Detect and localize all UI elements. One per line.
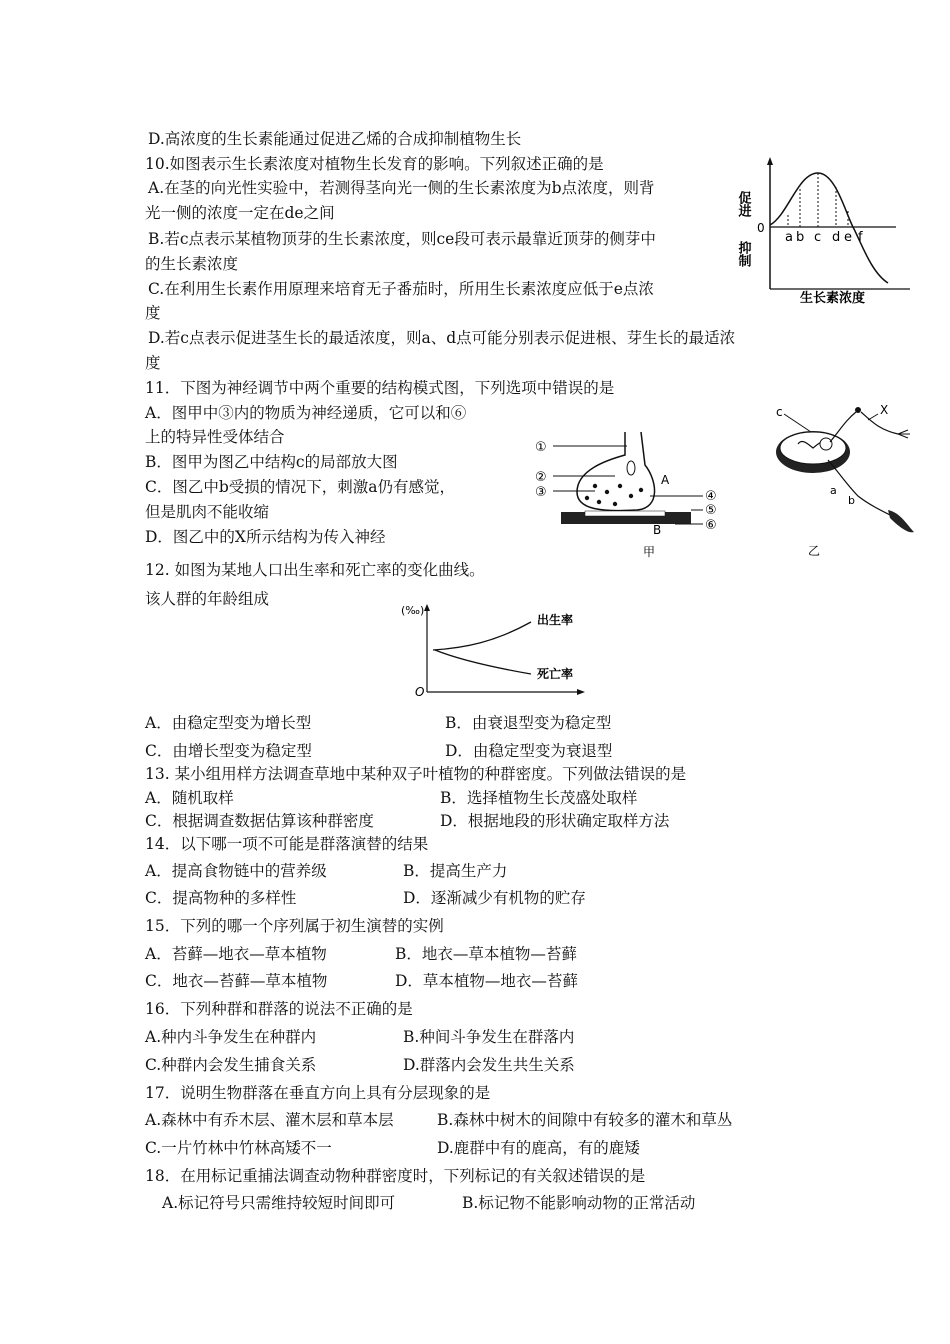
q13-stem: 13. 某小组用样方法调查草地中某种双子叶植物的种群密度。下列做法错误的是 bbox=[145, 765, 687, 783]
q17-stem: 17．说明生物群落在垂直方向上具有分层现象的是 bbox=[145, 1084, 491, 1102]
q16-option-d: D.群落内会发生共生关系 bbox=[403, 1056, 575, 1074]
q11-option-a: A．图甲中③内的物质为神经递质，它可以和⑥ bbox=[145, 404, 467, 422]
option-d-prev: D.高浓度的生长素能通过促进乙烯的合成抑制植物生长 bbox=[148, 130, 522, 148]
q10-option-a: A.在茎的向光性实验中，若测得茎向光一侧的生长素浓度为b点浓度，则背 bbox=[148, 179, 655, 197]
q13-option-d: D．根据地段的形状确定取样方法 bbox=[440, 812, 670, 830]
q16-stem: 16．下列种群和群落的说法不正确的是 bbox=[145, 1000, 413, 1018]
q12-option-c: C．由增长型变为稳定型 bbox=[145, 742, 312, 760]
death-rate-label: 死亡率 bbox=[537, 667, 574, 681]
q10-option-d-cont: 度 bbox=[145, 354, 161, 372]
point-d: d bbox=[832, 230, 841, 245]
q10-stem: 10.如图表示生长素浓度对植物生长发育的影响。下列叙述正确的是 bbox=[145, 155, 604, 173]
q11-option-c: C．图乙中b受损的情况下，刺激a仍有感觉， bbox=[145, 478, 456, 496]
point-f: f bbox=[858, 230, 863, 245]
svg-text:③: ③ bbox=[535, 485, 547, 500]
birth-death-rate-figure bbox=[395, 600, 595, 700]
q18-option-b: B.标记物不能影响动物的正常活动 bbox=[462, 1194, 696, 1212]
q17-option-a: A.森林中有乔木层、灌木层和草本层 bbox=[145, 1111, 394, 1129]
svg-text:②: ② bbox=[535, 470, 547, 485]
svg-text:⑤: ⑤ bbox=[705, 503, 717, 518]
q13-option-b: B．选择植物生长茂盛处取样 bbox=[440, 789, 638, 807]
q16-option-b: B.种间斗争发生在群落内 bbox=[403, 1028, 575, 1046]
unit-label: (‰) bbox=[401, 604, 425, 617]
q10-option-d: D.若c点表示促进茎生长的最适浓度，则a、d点可能分别表示促进根、芽生长的最适浓 bbox=[148, 329, 736, 347]
q11-option-c-cont: 但是肌肉不能收缩 bbox=[145, 503, 270, 521]
q14-option-c: C．提高物种的多样性 bbox=[145, 889, 297, 907]
origin-label: O bbox=[415, 685, 425, 699]
reflex-arc-figure-yi bbox=[768, 400, 928, 560]
q15-option-c: C．地衣—苔藓—草本植物 bbox=[145, 972, 328, 990]
auxin-curve-figure bbox=[735, 155, 915, 306]
q10-option-a-cont: 光一侧的浓度一定在de之间 bbox=[145, 204, 335, 222]
svg-text:b: b bbox=[848, 494, 855, 507]
q11-stem: 11．下图为神经调节中两个重要的结构模式图，下列选项中错误的是 bbox=[145, 379, 615, 397]
svg-text:a: a bbox=[830, 484, 837, 497]
q16-option-c: C.种群内会发生捕食关系 bbox=[145, 1056, 317, 1074]
inhibit-label: 抑制 bbox=[735, 241, 751, 267]
q18-stem: 18．在用标记重捕法调查动物种群密度时，下列标记的有关叙述错误的是 bbox=[145, 1167, 646, 1185]
q12-option-b: B．由衰退型变为稳定型 bbox=[445, 714, 612, 732]
q11-option-a-cont: 上的特异性受体结合 bbox=[145, 428, 285, 446]
point-b: b bbox=[796, 230, 805, 245]
svg-text:A: A bbox=[661, 473, 670, 487]
birth-rate-label: 出生率 bbox=[537, 613, 574, 627]
q11-option-b: B．图甲为图乙中结构c的局部放大图 bbox=[145, 453, 398, 471]
q10-option-b-cont: 的生长素浓度 bbox=[145, 255, 239, 273]
q14-stem: 14．以下哪一项不可能是群落演替的结果 bbox=[145, 835, 429, 853]
figure-jia-label: 甲 bbox=[643, 545, 656, 559]
zero-label: 0 bbox=[757, 221, 765, 235]
svg-text:①: ① bbox=[535, 440, 547, 455]
point-e: e bbox=[844, 230, 852, 245]
q10-option-c: C.在利用生长素作用原理来培育无子番茄时，所用生长素浓度应低于e点浓 bbox=[148, 280, 654, 298]
q12-stem: 12. 如图为某地人口出生率和死亡率的变化曲线。 bbox=[145, 561, 485, 579]
q14-option-d: D．逐渐减少有机物的贮存 bbox=[403, 889, 586, 907]
q12-stem-cont: 该人群的年龄组成 bbox=[145, 590, 270, 608]
q17-option-d: D.鹿群中有的鹿高，有的鹿矮 bbox=[437, 1139, 640, 1157]
q17-option-c: C.一片竹林中竹林高矮不一 bbox=[145, 1139, 332, 1157]
q16-option-a: A.种内斗争发生在种群内 bbox=[145, 1028, 317, 1046]
q17-option-b: B.森林中树木的间隙中有较多的灌木和草丛 bbox=[437, 1111, 733, 1129]
svg-text:B: B bbox=[653, 523, 662, 537]
x-axis-label: 生长素浓度 bbox=[800, 291, 866, 306]
svg-text:c: c bbox=[776, 405, 783, 419]
point-a: a bbox=[785, 230, 793, 245]
q10-option-c-cont: 度 bbox=[145, 304, 161, 322]
q12-option-a: A．由稳定型变为增长型 bbox=[145, 714, 312, 732]
q15-option-b: B．地衣—草本植物—苔藓 bbox=[395, 945, 577, 963]
q15-option-a: A．苔藓—地衣—草本植物 bbox=[145, 945, 327, 963]
q18-option-a: A.标记符号只需维持较短时间即可 bbox=[162, 1194, 396, 1212]
synapse-figure-jia bbox=[525, 420, 730, 565]
q11-option-d: D．图乙中的X所示结构为传入神经 bbox=[145, 528, 386, 546]
svg-text:⑥: ⑥ bbox=[705, 518, 717, 533]
q13-option-c: C．根据调查数据估算该种群密度 bbox=[145, 812, 374, 830]
svg-text:④: ④ bbox=[705, 489, 717, 504]
q14-option-b: B．提高生产力 bbox=[403, 862, 508, 880]
promote-label: 促进 bbox=[735, 191, 751, 217]
q13-option-a: A．随机取样 bbox=[145, 789, 234, 807]
q10-option-b: B.若c点表示某植物顶芽的生长素浓度，则ce段可表示最靠近顶芽的侧芽中 bbox=[148, 230, 656, 248]
figure-yi-label: 乙 bbox=[808, 544, 821, 558]
q15-option-d: D．草本植物—地衣—苔藓 bbox=[395, 972, 578, 990]
q15-stem: 15．下列的哪一个序列属于初生演替的实例 bbox=[145, 917, 444, 935]
q14-option-a: A．提高食物链中的营养级 bbox=[145, 862, 327, 880]
q12-option-d: D．由稳定型变为衰退型 bbox=[445, 742, 613, 760]
point-c: c bbox=[814, 230, 822, 245]
svg-text:X: X bbox=[880, 403, 889, 417]
